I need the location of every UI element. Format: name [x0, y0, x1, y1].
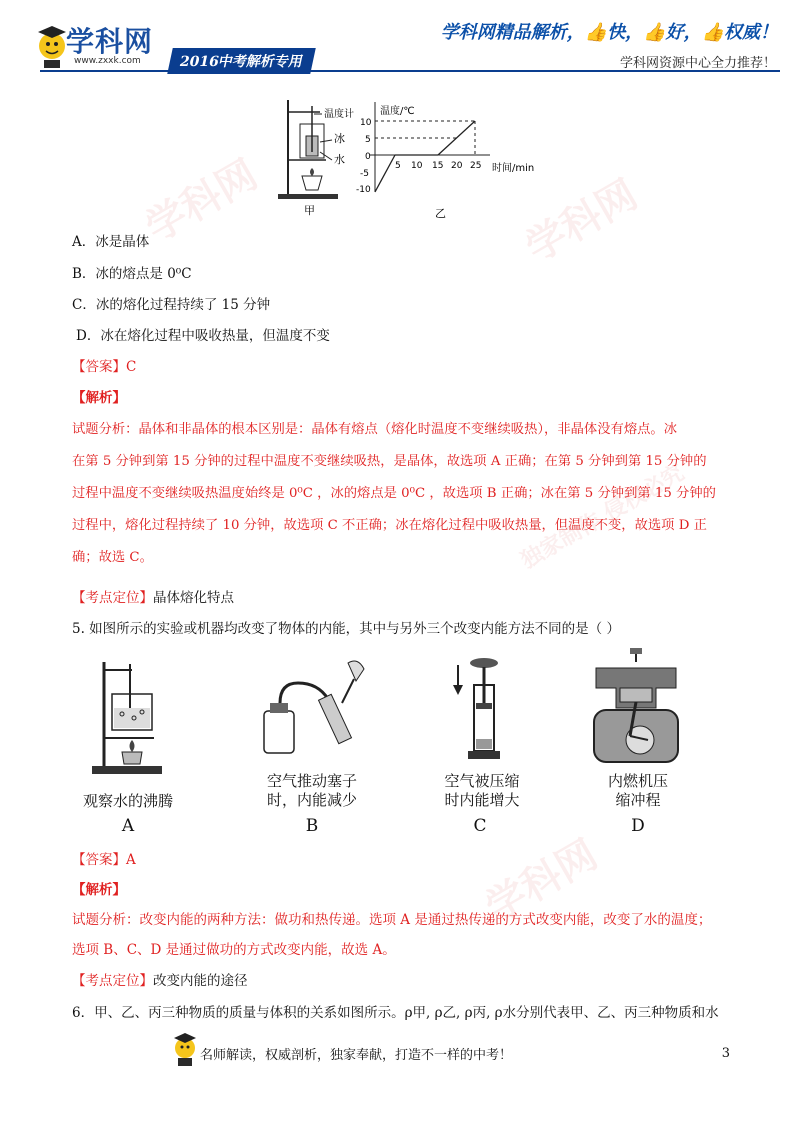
fig-c-compression-apparatus: [448, 655, 508, 763]
thermometer-label: 温度计: [324, 109, 354, 120]
right-caption: 乙: [435, 207, 446, 220]
option-c: C．冰的熔化过程持续了 15 分钟: [72, 297, 271, 313]
fig-a-boiling-apparatus: [88, 652, 168, 778]
fig-b-caption: [252, 772, 372, 810]
q4-analysis-line: 在第 5 分钟到第 15 分钟的过程中温度不变继续吸热，是晶体，故选项 A 正确；在第 5 分钟到第 15 分钟的: [72, 454, 707, 469]
fig-b-letter: B: [305, 816, 319, 836]
fig-c-letter: C: [473, 816, 487, 836]
fig-d-caption-line2: 缩冲程: [615, 791, 661, 809]
x-tick: 5: [395, 161, 401, 171]
brand-url: www.zxxk.com: [74, 56, 141, 66]
logo-mascot-icon: [34, 20, 70, 72]
q6-stem: 6．甲、乙、丙三种物质的质量与体积的关系如图所示。ρ甲, ρ乙, ρ丙, ρ水分别代表甲、乙、丙三种物质和水: [72, 1005, 719, 1021]
option-b: B．冰的熔点是 0⁰C: [72, 266, 192, 282]
q4-figure: [270, 92, 550, 220]
watermark: 学科网: [518, 171, 646, 272]
x-tick: 10: [411, 161, 423, 171]
q4-analysis-line: 确；故选 C。: [72, 550, 153, 565]
q4-point: [72, 588, 234, 608]
footer-mascot-icon: [172, 1030, 198, 1070]
q5-point-text: 改变内能的途径: [153, 973, 248, 989]
q4-analysis-line: 过程中温度不变继续吸热温度始终是 0⁰C ，冰的熔点是 0⁰C ，故选项 B 正确；冰在第 5 分钟到第 15 分钟的: [72, 486, 716, 501]
q4-analysis-line: 试题分析：晶体和非晶体的根本区别是：晶体有熔点（熔化时温度不变继续吸热），非晶体没有熔点。冰: [72, 422, 678, 437]
q5-analysis-line: 选项 B、C、D 是通过做功的方式改变内能，故选 A。: [72, 942, 396, 958]
q5-analysis-line: 试题分析：改变内能的两种方法：做功和热传递。选项 A 是通过热传递的方式改变内能，改变了水的温度；: [72, 912, 712, 928]
fig-b-caption-line2: 时，内能减少: [266, 791, 357, 809]
x-tick: 25: [470, 161, 482, 171]
q4-point-label: 【考点定位】: [72, 590, 153, 606]
q5-stem: 5. 如图所示的实验或机器均改变了物体的内能，其中与另外三个改变内能方法不同的是（ ）: [72, 621, 620, 637]
q5-answer: 【答案】A: [72, 852, 136, 868]
watermark: 独家制作 侵权必究: [517, 460, 689, 574]
page-number: 3: [721, 1046, 730, 1061]
q4-answer: 【答案】C: [72, 359, 137, 375]
y-tick: -5: [360, 169, 369, 179]
fig-c-caption-line1: 空气被压缩: [444, 772, 520, 790]
fig-b-caption-line1: 空气推动塞子: [266, 772, 357, 790]
header-badge: 2016中考解析专用: [167, 48, 315, 74]
y-tick: 5: [365, 135, 371, 145]
q5-point: [72, 971, 248, 991]
header-slogan: 学科网精品解析，👍快，👍好，👍权威！: [440, 22, 778, 43]
q5-point-label: 【考点定位】: [72, 973, 153, 989]
x-tick: 15: [432, 161, 444, 171]
y-axis-label: 温度/℃: [380, 106, 415, 117]
watermark: 学科网: [138, 151, 266, 252]
fig-d-caption: [588, 772, 688, 810]
option-d: D．冰在熔化过程中吸收热量，但温度不变: [76, 328, 330, 344]
footer-text: 名师解读，权威剖析，独家奉献，打造不一样的中考！: [200, 1048, 513, 1063]
q4-analysis-line: 过程中，熔化过程持续了 10 分钟，故选项 C 不正确；冰在熔化过程中吸收热量，但温度不变，故选项 D 正: [72, 518, 707, 533]
water-label: 水: [334, 153, 345, 166]
fig-d-engine-diagram: [586, 648, 686, 766]
fig-a-caption: 观察水的沸腾: [82, 792, 173, 810]
fig-b-stopper-apparatus: [258, 655, 378, 761]
x-tick: 20: [451, 161, 463, 171]
ice-label: 冰: [334, 132, 345, 145]
option-a: A．冰是晶体: [72, 234, 150, 250]
x-axis-label: 时间/min: [492, 163, 535, 174]
header-recommend: 学科网资源中心全力推荐！: [619, 56, 776, 71]
brand-name: 学科网: [66, 25, 154, 58]
q5-analysis-title: 【解析】: [72, 882, 126, 898]
y-tick: 10: [360, 118, 372, 128]
watermark: 学科网: [478, 831, 606, 932]
y-tick: 0: [365, 152, 371, 162]
fig-a-letter: A: [121, 816, 135, 836]
y-tick: -10: [356, 185, 371, 195]
left-caption: 甲: [304, 204, 315, 217]
q4-analysis-title: 【解析】: [72, 390, 126, 406]
q4-point-text: 晶体熔化特点: [153, 590, 234, 606]
fig-c-caption-line2: 时内能增大: [444, 791, 520, 809]
fig-c-caption: [432, 772, 532, 810]
fig-d-caption-line1: 内燃机压: [607, 772, 668, 790]
fig-d-letter: D: [631, 816, 645, 836]
